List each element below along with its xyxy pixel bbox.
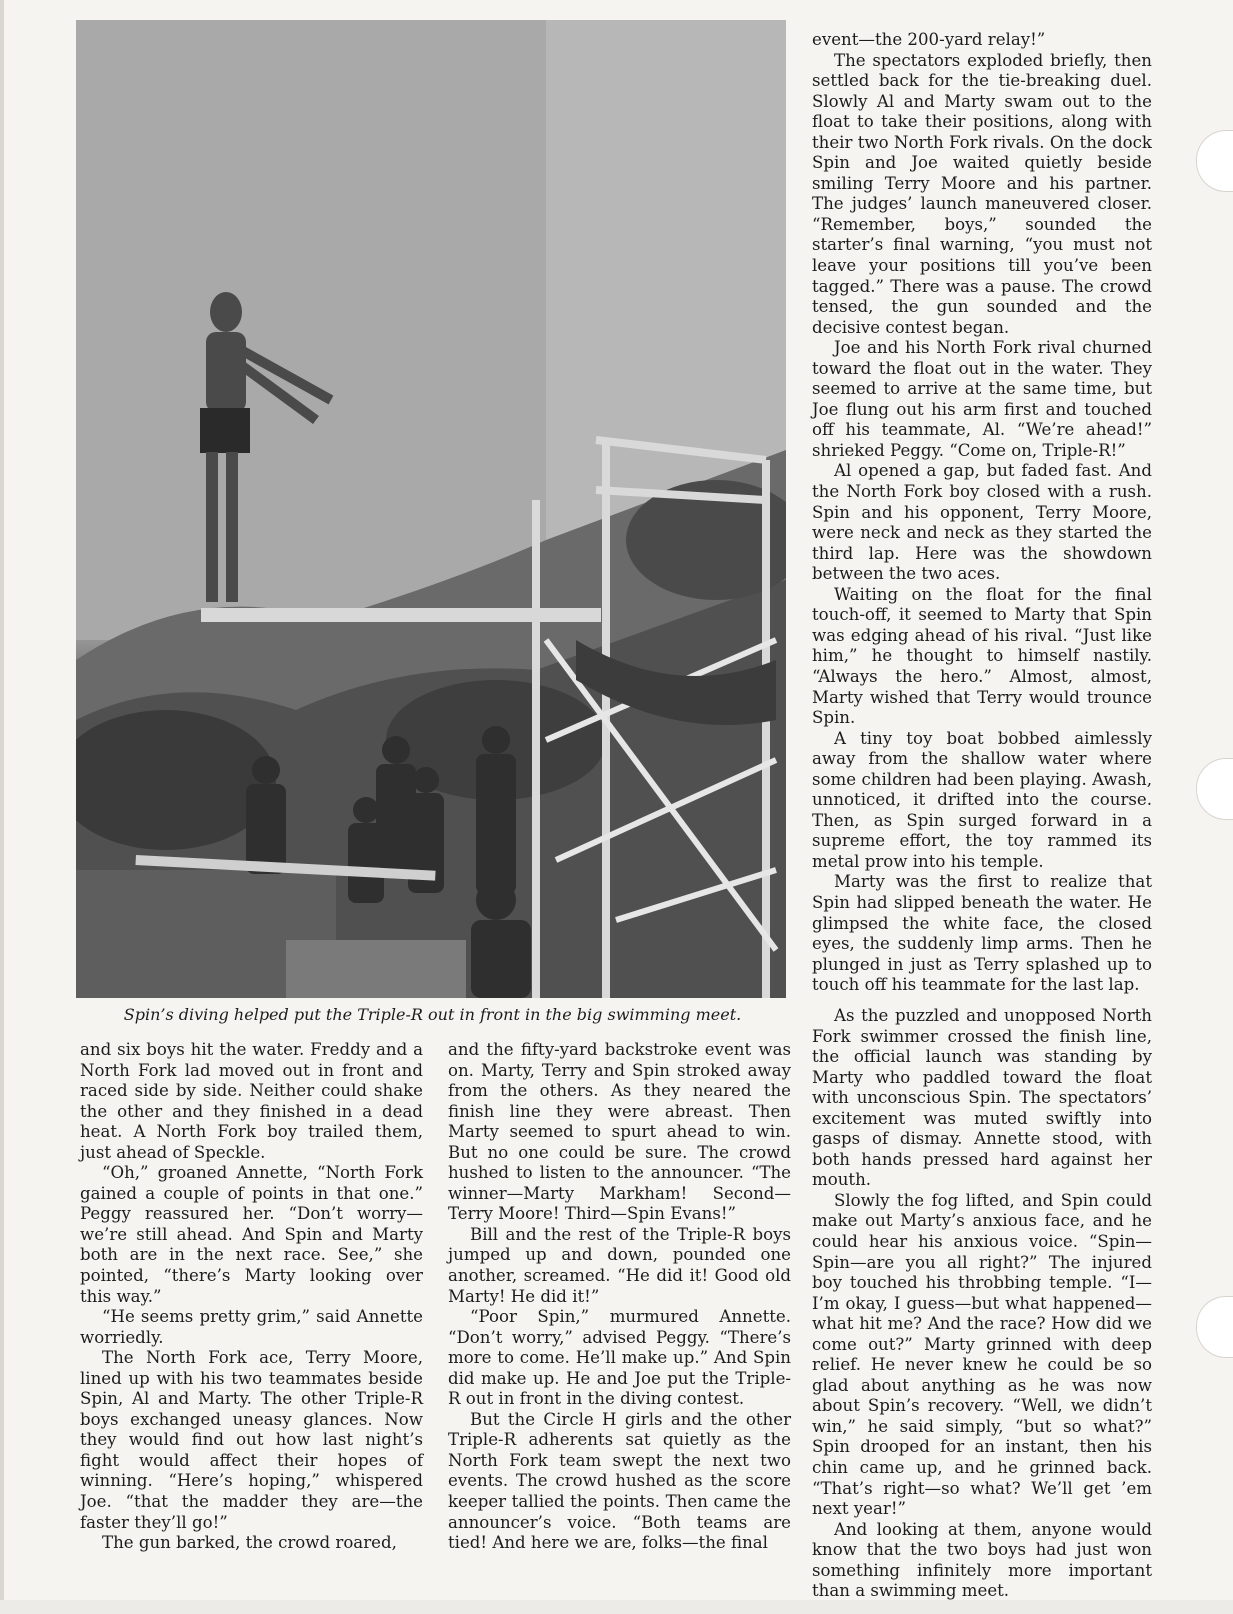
scan-edge <box>0 1600 1233 1614</box>
scan-edge <box>0 0 4 1614</box>
article-paragraph: But the Circle H girls and the other Triple-R adherents sat quietly as the North Fork team swept the next two events. The crowd hushed as the score keeper tallied the points. Then came the announcer’s voice. “Both teams are tied! And here we are, folks—the final <box>448 1409 791 1553</box>
article-column-top-right <box>812 30 1152 996</box>
article-paragraph: And looking at them, anyone would know that the two boys had just won something infinitely more important than a swimming meet. <box>812 1519 1152 1601</box>
article-paragraph: Waiting on the float for the final touch-off, it seemed to Marty that Spin was edging ahead of his rival. “Just like him,” he thought to himself nastily. “Always the hero.” Almost, almost, Marty wished that Terry would trounce Spin. <box>812 584 1152 728</box>
article-paragraph: “Oh,” groaned Annette, “North Fork gained a couple of points in that one.” Peggy reassured her. “Don’t worry—we’re still ahead. And Spin and Marty both are in the next race. See,” she pointed, “there’s Marty looking over this way.” <box>80 1163 423 1306</box>
article-paragraph: As the puzzled and unopposed North Fork swimmer crossed the finish line, the official launch was standing by Marty who paddled toward the float with unconscious Spin. The spectators’ excitement was muted swiftly into gasps of dismay. Annette stood, with both hands pressed hard against her mouth. <box>812 1006 1152 1190</box>
article-paragraph: Al opened a gap, but faded fast. And the North Fork boy closed with a rush. Spin and his opponent, Terry Moore, were neck and neck as they started the third lap. Here was the showdown between the two aces. <box>812 461 1152 584</box>
article-paragraph: Joe and his North Fork rival churned toward the float out in the water. They seemed to arrive at the same time, but Joe flung out his arm first and touched off his teammate, Al. “We’re ahead!” shrieked Peggy. “Come on, Triple-R!” <box>812 338 1152 460</box>
article-column-bottom-right <box>812 1006 1152 1602</box>
diving-photo <box>76 20 786 998</box>
article-paragraph: Marty was the first to realize that Spin had slipped beneath the water. He glimpsed the white face, the closed eyes, the suddenly limp arms. Then he plunged in just as Terry splashed up to touch off his teammate for the last lap. <box>812 872 1152 995</box>
article-paragraph: “Poor Spin,” murmured Annette. “Don’t worry,” advised Peggy. “There’s more to come. He’ll make up.” And Spin did make up. He and Joe put the Triple-R out in front in the diving contest. <box>448 1307 791 1409</box>
article-column-bottom-middle <box>448 1040 791 1554</box>
article-paragraph: event—the 200-yard relay!” <box>812 30 1046 49</box>
article-column-bottom-left <box>80 1040 423 1554</box>
article-paragraph: and the fifty-yard backstroke event was on. Marty, Terry and Spin stroked away from the others. As they neared the finish line they were abreast. Then Marty seemed to spurt ahead to win. But no one could be sure. The crowd hushed to listen to the announcer. “The winner—Marty Markham! Second—Terry Moore! Third—Spin Evans!” <box>448 1040 791 1224</box>
article-paragraph: Bill and the rest of the Triple-R boys jumped up and down, pounded one another, screamed. “He did it! Good old Marty! He did it!” <box>448 1224 791 1306</box>
binder-hole <box>1196 1296 1233 1358</box>
photo-caption: Spin’s diving helped put the Triple-R out in front in the big swimming meet. <box>123 1005 742 1024</box>
photo-illustration <box>76 20 786 998</box>
binder-hole <box>1196 758 1233 820</box>
article-paragraph: and six boys hit the water. Freddy and a North Fork lad moved out in front and raced side by side. Neither could shake the other and they finished in a dead heat. A North Fork boy trailed them, just ahead of Speckle. <box>80 1040 423 1162</box>
article-paragraph: A tiny toy boat bobbed aimlessly away from the shallow water where some children had been playing. Awash, unnoticed, it drifted into the course. Then, as Spin surged forward in a supreme effort, the toy rammed its metal prow into his temple. <box>812 728 1152 871</box>
article-paragraph: The gun barked, the crowd roared, <box>102 1533 397 1553</box>
article-paragraph: Slowly the fog lifted, and Spin could make out Marty’s anxious face, and he could hear his anxious voice. “Spin—Spin—are you all right?” The injured boy touched his throbbing temple. “I—I’m okay, I guess—but what happened—what hit me? And the race? How did we come out?” Marty grinned with deep relief. He never knew he could be so glad about anything as he was now about Spin’s recovery. “Well, we didn’t win,” he said simply, “but so what?” Spin drooped for an instant, then his chin came up, and he grinned back. “That’s right—so what? We’ll get ’em next year!” <box>812 1190 1152 1519</box>
binder-hole <box>1196 130 1233 192</box>
article-paragraph: “He seems pretty grim,” said Annette worriedly. <box>80 1307 423 1347</box>
article-paragraph: The spectators exploded briefly, then settled back for the tie-breaking duel. Slowly Al and Marty swam out to the float to take their positions, along with their two North Fork rivals. On the dock Spin and Joe waited quietly beside smiling Terry Moore and his partner. The judges’ launch maneuvered closer. “Remember, boys,” sounded the starter’s final warning, “you must not leave your positions till you’ve been tagged.” There was a pause. The crowd tensed, the gun sounded and the decisive contest began. <box>812 50 1152 337</box>
article-paragraph: The North Fork ace, Terry Moore, lined up with his two teammates beside Spin, Al and Marty. The other Triple-R boys exchanged uneasy glances. Now they would find out how last night’s fight would affect their hopes of winning. “Here’s hoping,” whispered Joe. “that the madder they are—the faster they’ll go!” <box>80 1348 423 1532</box>
